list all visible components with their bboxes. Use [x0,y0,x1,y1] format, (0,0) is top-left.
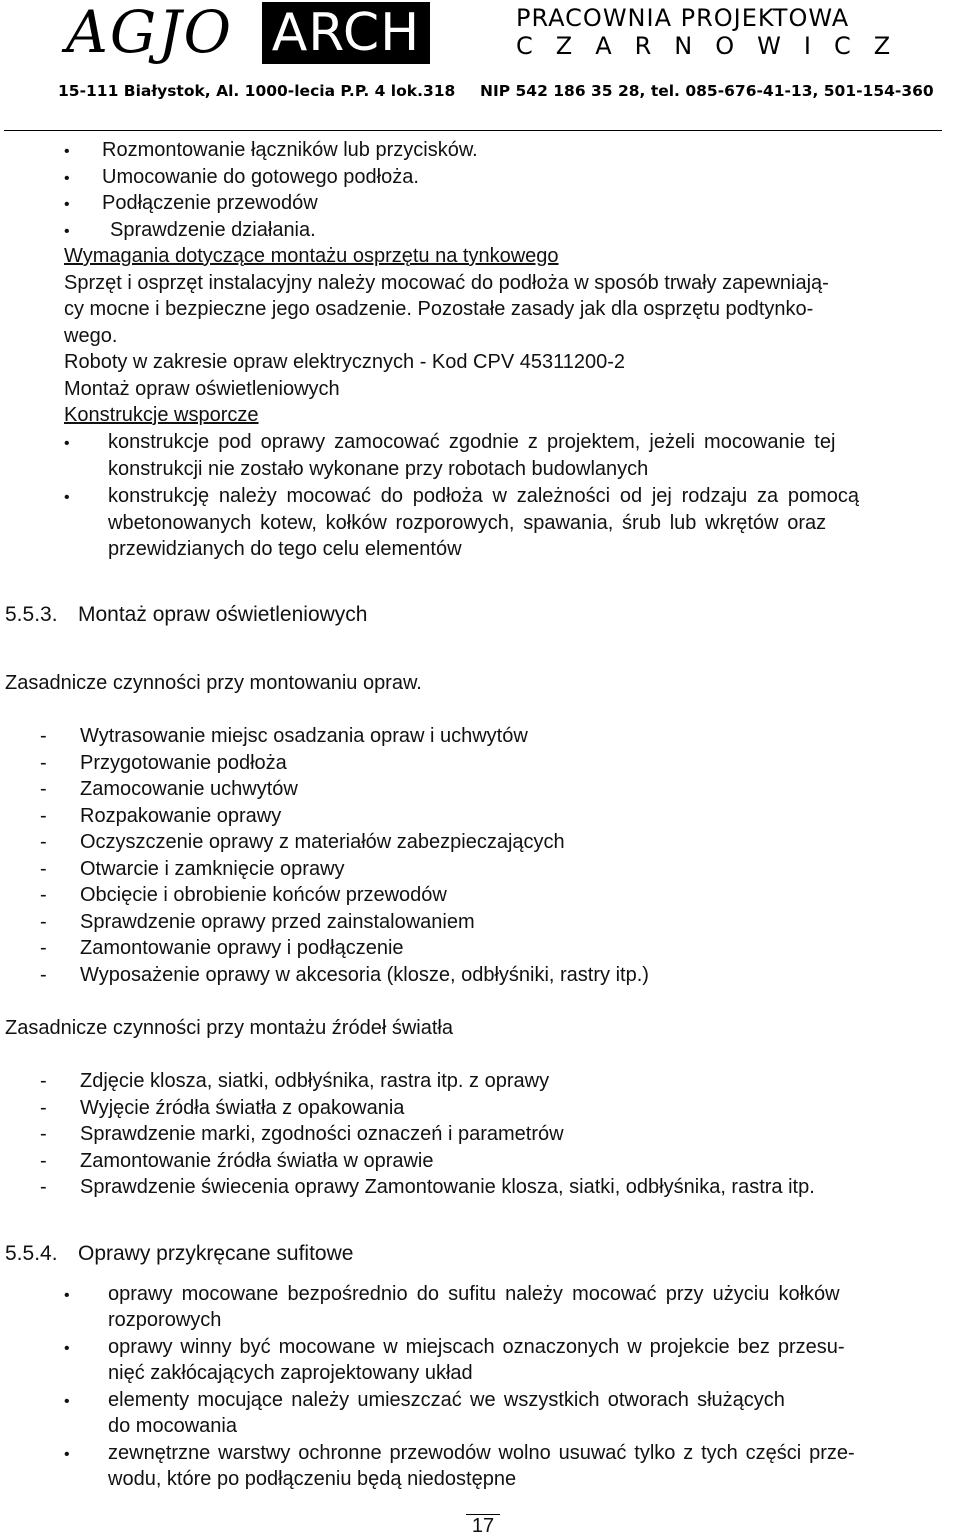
list-item: Zamontowanie źródła światła w oprawie [80,1150,434,1172]
section-553-intro: Zasadnicze czynności przy montowaniu opraw. [5,672,422,694]
list-item: Umocowanie do gotowego podłoża. [102,166,419,188]
bullet-icon: • [64,170,70,187]
list-item: konstrukcje pod oprawy zamocować zgodnie z projektem, jeżeli mocowanie tej [108,431,836,453]
dash-marker: - [40,1097,47,1119]
header-divider [4,130,942,131]
list-item: Otwarcie i zamknięcie oprawy [80,858,345,880]
list-item: Zamocowanie uchwytów [80,778,298,800]
bullet-icon: • [64,1446,70,1463]
page-number: 17 [466,1514,500,1538]
dash-marker: - [40,752,47,774]
bullet-icon: • [64,435,70,452]
list-item: Wytrasowanie miejsc osadzania opraw i uchwytów [80,725,528,747]
section-553-intro2: Zasadnicze czynności przy montażu źródeł światła [5,1017,453,1039]
letterhead [0,0,960,128]
list-item-continuation: wodu, które po podłączeniu będą niedostępne [108,1468,517,1490]
bullet-icon: • [64,196,70,213]
tynkowy-heading: Wymagania dotyczące montażu osprzętu na tynkowego [64,245,559,267]
list-item: Wyjęcie źródła światła z opakowania [80,1097,405,1119]
agjo-logo: AGJO [66,0,234,66]
list-item: Rozpakowanie oprawy [80,805,282,827]
dash-marker: - [40,1123,47,1145]
tynkowy-paragraph-line: cy mocne i bezpieczne jego osadzenie. Pozostałe zasady jak dla osprzętu podtynko- [64,298,814,320]
section-554-title: Oprawy przykręcane sufitowe [78,1242,354,1265]
list-item: Zdjęcie klosza, siatki, odbłyśnika, rastra itp. z oprawy [80,1070,550,1092]
konstrukcje-heading: Konstrukcje wsporcze [64,404,259,426]
dash-marker: - [40,831,47,853]
list-item: Zamontowanie oprawy i podłączenie [80,937,404,959]
list-item: elementy mocujące należy umieszczać we wszystkich otworach służących [108,1389,785,1411]
dash-marker: - [40,1150,47,1172]
dash-marker: - [40,937,47,959]
bullet-icon: • [64,223,70,240]
bullet-icon: • [64,1393,70,1410]
section-554-number: 5.5.4. [5,1242,58,1265]
list-item: Oczyszczenie oprawy z materiałów zabezpieczających [80,831,565,853]
list-item: Sprawdzenie marki, zgodności oznaczeń i parametrów [80,1123,564,1145]
list-item: Sprawdzenie świecenia oprawy Zamontowanie klosza, siatki, odbłyśnika, rastra itp. [80,1176,815,1198]
dash-marker: - [40,858,47,880]
list-item-continuation: wbetonowanych kotew, kołków rozporowych, spawania, śrub lub wkrętów oraz [108,512,827,534]
list-item-continuation: konstrukcji nie zostało wykonane przy robotach budowlanych [108,458,649,480]
list-item: oprawy winny być mocowane w miejscach oznaczonych w projekcie bez przesu- [108,1336,845,1358]
dash-marker: - [40,964,47,986]
studio-name: PRACOWNIA PROJEKTOWA [516,4,850,32]
section-553-title: Montaż opraw oświetleniowych [78,603,368,626]
bullet-icon: • [64,489,70,506]
list-item: Obcięcie i obrobienie końców przewodów [80,884,447,906]
list-item-continuation: rozporowych [108,1309,222,1331]
list-item: Sprawdzenie oprawy przed zainstalowaniem [80,911,475,933]
dash-marker: - [40,911,47,933]
list-item: oprawy mocowane bezpośrednio do sufitu należy mocować przy użyciu kołków [108,1283,840,1305]
list-item-continuation: do mocowania [108,1415,237,1437]
list-item: Przygotowanie podłoża [80,752,287,774]
dash-marker: - [40,805,47,827]
list-item: Rozmontowanie łączników lub przycisków. [102,139,478,161]
dash-marker: - [40,1070,47,1092]
bullet-icon: • [64,143,70,160]
tynkowy-paragraph-line: Sprzęt i osprzęt instalacyjny należy mocować do podłoża w sposób trwały zapewniają- [64,272,829,294]
list-item: Wyposażenie oprawy w akcesoria (klosze, odbłyśniki, rastry itp.) [80,964,649,986]
list-item: Sprawdzenie działania. [110,219,316,241]
dash-marker: - [40,1176,47,1198]
dash-marker: - [40,725,47,747]
studio-address: 15-111 Białystok, Al. 1000-lecia P.P. 4 lok.318 [58,82,456,100]
list-item-continuation: przewidzianych do tego celu elementów [108,538,462,560]
bullet-icon: • [64,1340,70,1357]
list-item: Podłączenie przewodów [102,192,318,214]
dash-marker: - [40,778,47,800]
studio-contact: NIP 542 186 35 28, tel. 085-676-41-13, 501-154-360 [480,82,934,100]
section-553-number: 5.5.3. [5,603,58,626]
bullet-icon: • [64,1287,70,1304]
tynkowy-paragraph-line: wego. [64,325,118,347]
list-item-continuation: nięć zakłócających zaprojektowany układ [108,1362,473,1384]
dash-marker: - [40,884,47,906]
studio-owner: CZARNOWICZ [516,32,914,60]
list-item: zewnętrzne warstwy ochronne przewodów wolno usuwać tylko z tych części prze- [108,1442,855,1464]
roboty-subtitle: Montaż opraw oświetleniowych [64,378,340,400]
roboty-title: Roboty w zakresie opraw elektrycznych - Kod CPV 45311200-2 [64,351,626,373]
list-item: konstrukcję należy mocować do podłoża w zależności od jej rodzaju za pomocą [108,485,860,507]
arch-logo: ARCH [262,2,430,64]
